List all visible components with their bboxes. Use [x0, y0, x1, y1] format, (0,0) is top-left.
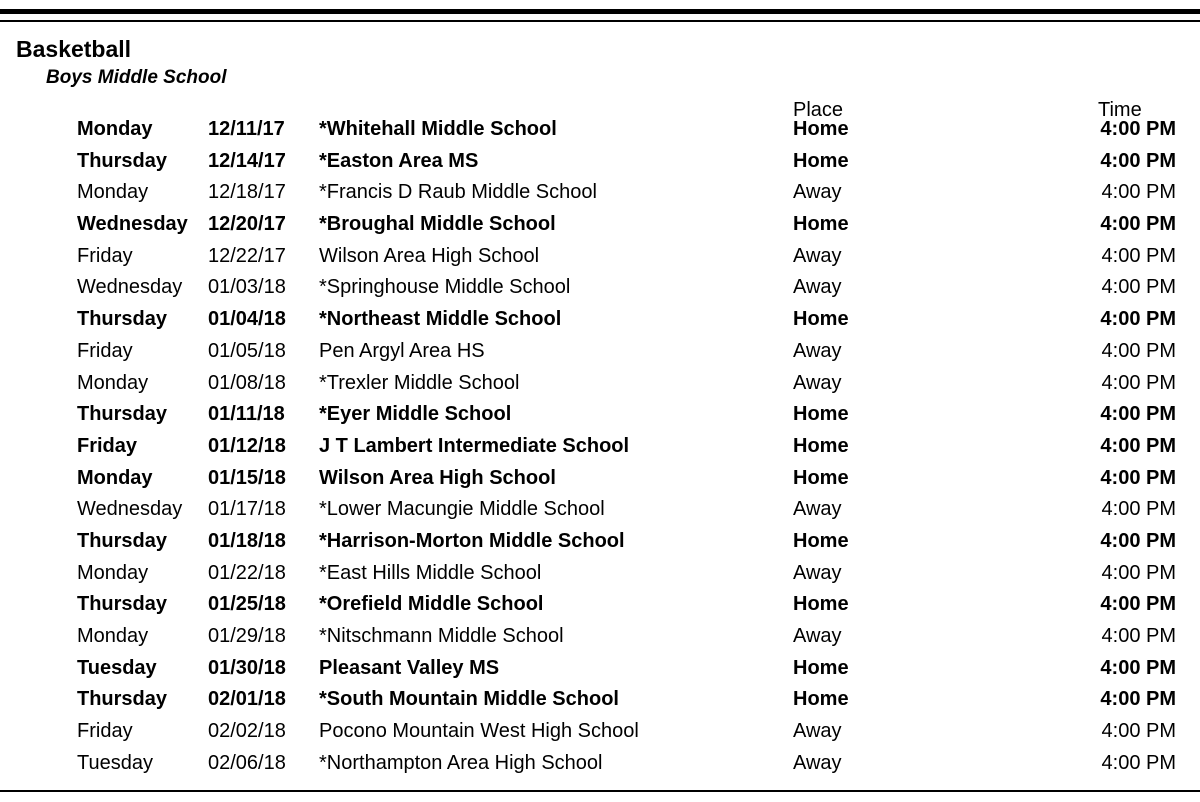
top-thick-rule: [0, 9, 1200, 14]
game-date: 01/18/18: [208, 529, 286, 552]
game-opponent: Wilson Area High School: [319, 466, 556, 489]
game-day: Monday: [77, 561, 149, 584]
game-date: 01/05/18: [208, 339, 286, 362]
game-row: [0, 717, 1200, 749]
sport-title: Basketball: [16, 36, 132, 62]
game-opponent: *East Hills Middle School: [319, 561, 542, 584]
game-day: Thursday: [77, 149, 168, 172]
game-opponent: Pocono Mountain West High School: [319, 720, 639, 743]
game-opponent: *South Mountain Middle School: [319, 688, 619, 711]
game-place: Away: [793, 498, 842, 521]
game-day: Monday: [77, 181, 149, 204]
game-row: [0, 273, 1200, 305]
game-day: Wednesday: [77, 498, 183, 521]
game-row: [0, 242, 1200, 274]
game-row: [0, 178, 1200, 210]
game-place: Home: [793, 593, 849, 616]
game-time: 4:00 PM: [1101, 276, 1176, 299]
game-time: 4:00 PM: [1100, 656, 1176, 679]
game-row: [0, 432, 1200, 464]
game-opponent: *Easton Area MS: [319, 149, 479, 172]
game-row: [0, 147, 1200, 179]
game-time: 4:00 PM: [1100, 403, 1176, 426]
game-row: [0, 115, 1200, 147]
game-day: Friday: [77, 244, 133, 267]
game-day: Friday: [77, 720, 133, 743]
game-place: Home: [793, 403, 849, 426]
game-day: Monday: [77, 466, 153, 489]
game-date: 12/18/17: [208, 181, 286, 204]
game-day: Thursday: [77, 308, 168, 331]
schedule-table: [0, 115, 1200, 780]
game-time: 4:00 PM: [1101, 181, 1176, 204]
game-time: 4:00 PM: [1101, 751, 1176, 774]
game-time: 4:00 PM: [1100, 149, 1176, 172]
game-place: Home: [793, 434, 849, 457]
game-opponent: *Whitehall Middle School: [319, 118, 557, 140]
game-place: Home: [793, 466, 849, 489]
game-row: [0, 210, 1200, 242]
game-opponent: Pleasant Valley MS: [319, 656, 500, 679]
game-place: Away: [793, 244, 842, 267]
game-place: Away: [793, 561, 842, 584]
game-opponent: *Lower Macungie Middle School: [319, 498, 605, 521]
game-date: 01/22/18: [208, 561, 286, 584]
game-time: 4:00 PM: [1101, 339, 1176, 362]
game-time: 4:00 PM: [1101, 561, 1176, 584]
game-time: 4:00 PM: [1101, 244, 1176, 267]
game-time: 4:00 PM: [1100, 529, 1176, 552]
game-opponent: J T Lambert Intermediate School: [319, 434, 630, 457]
game-opponent: *Francis D Raub Middle School: [319, 181, 597, 204]
game-time: 4:00 PM: [1100, 434, 1176, 457]
game-row: [0, 527, 1200, 559]
time-column-header: Time: [1098, 99, 1142, 121]
game-time: 4:00 PM: [1101, 371, 1176, 394]
game-day: Friday: [77, 434, 138, 457]
game-day: Wednesday: [77, 276, 183, 299]
game-date: 12/22/17: [208, 244, 286, 267]
game-time: 4:00 PM: [1100, 118, 1176, 140]
game-date: 02/02/18: [208, 720, 286, 743]
game-day: Wednesday: [77, 213, 188, 236]
game-opponent: *Orefield Middle School: [319, 593, 544, 616]
game-date: 01/04/18: [208, 308, 286, 331]
game-date: 01/15/18: [208, 466, 286, 489]
game-row: [0, 559, 1200, 591]
game-place: Home: [793, 149, 849, 172]
place-column-header: Place: [793, 99, 844, 121]
game-place: Away: [793, 339, 842, 362]
game-date: 01/25/18: [208, 593, 286, 616]
game-row: [0, 305, 1200, 337]
bottom-rule: [0, 790, 1200, 792]
game-day: Thursday: [77, 593, 168, 616]
game-date: 01/11/18: [208, 403, 285, 426]
game-time: 4:00 PM: [1101, 720, 1176, 743]
game-row: [0, 464, 1200, 496]
game-day: Tuesday: [77, 656, 157, 679]
game-time: 4:00 PM: [1100, 213, 1176, 236]
game-opponent: *Trexler Middle School: [319, 371, 520, 394]
game-day: Thursday: [77, 403, 168, 426]
game-place: Home: [793, 529, 849, 552]
game-row: [0, 495, 1200, 527]
game-row: [0, 337, 1200, 369]
game-day: Thursday: [77, 688, 168, 711]
game-opponent: *Harrison-Morton Middle School: [319, 529, 625, 552]
game-opponent: Pen Argyl Area HS: [319, 339, 485, 362]
game-date: 01/12/18: [208, 434, 286, 457]
game-place: Home: [793, 688, 849, 711]
game-date: 02/06/18: [208, 751, 286, 774]
game-opponent: *Nitschmann Middle School: [319, 625, 564, 647]
game-date: 01/03/18: [208, 276, 286, 299]
top-thin-rule: [0, 20, 1200, 22]
game-opponent: *Northampton Area High School: [319, 751, 603, 774]
game-row: [0, 749, 1200, 781]
game-row: [0, 654, 1200, 686]
game-row: [0, 685, 1200, 717]
game-date: 01/17/18: [208, 498, 286, 521]
game-opponent: *Northeast Middle School: [319, 308, 562, 331]
game-opponent: *Broughal Middle School: [319, 213, 556, 236]
game-opponent: *Eyer Middle School: [319, 403, 512, 426]
game-date: 01/29/18: [208, 625, 286, 647]
game-day: Monday: [77, 371, 149, 394]
game-place: Away: [793, 181, 842, 204]
game-day: Monday: [77, 625, 149, 647]
game-date: 12/20/17: [208, 213, 286, 236]
game-place: Home: [793, 308, 849, 331]
game-place: Home: [793, 213, 849, 236]
game-place: Away: [793, 276, 842, 299]
game-date: 12/14/17: [208, 149, 286, 172]
game-time: 4:00 PM: [1101, 498, 1176, 521]
game-day: Tuesday: [77, 751, 153, 774]
game-date: 12/11/17: [208, 118, 285, 140]
game-opponent: Wilson Area High School: [319, 244, 540, 267]
division-title: Boys Middle School: [46, 67, 227, 88]
game-day: Thursday: [77, 529, 168, 552]
game-time: 4:00 PM: [1101, 625, 1176, 647]
game-place: Away: [793, 751, 842, 774]
game-time: 4:00 PM: [1100, 466, 1176, 489]
game-place: Home: [793, 656, 849, 679]
game-row: [0, 590, 1200, 622]
game-day: Monday: [77, 118, 153, 140]
game-place: Away: [793, 625, 842, 647]
game-place: Home: [793, 118, 849, 140]
game-opponent: *Springhouse Middle School: [319, 276, 571, 299]
game-time: 4:00 PM: [1100, 688, 1176, 711]
game-time: 4:00 PM: [1100, 593, 1176, 616]
game-date: 01/30/18: [208, 656, 286, 679]
game-row: [0, 369, 1200, 401]
game-row: [0, 622, 1200, 654]
game-place: Away: [793, 371, 842, 394]
game-day: Friday: [77, 339, 133, 362]
game-row: [0, 400, 1200, 432]
game-time: 4:00 PM: [1100, 308, 1176, 331]
game-date: 02/01/18: [208, 688, 286, 711]
game-place: Away: [793, 720, 842, 743]
game-date: 01/08/18: [208, 371, 286, 394]
